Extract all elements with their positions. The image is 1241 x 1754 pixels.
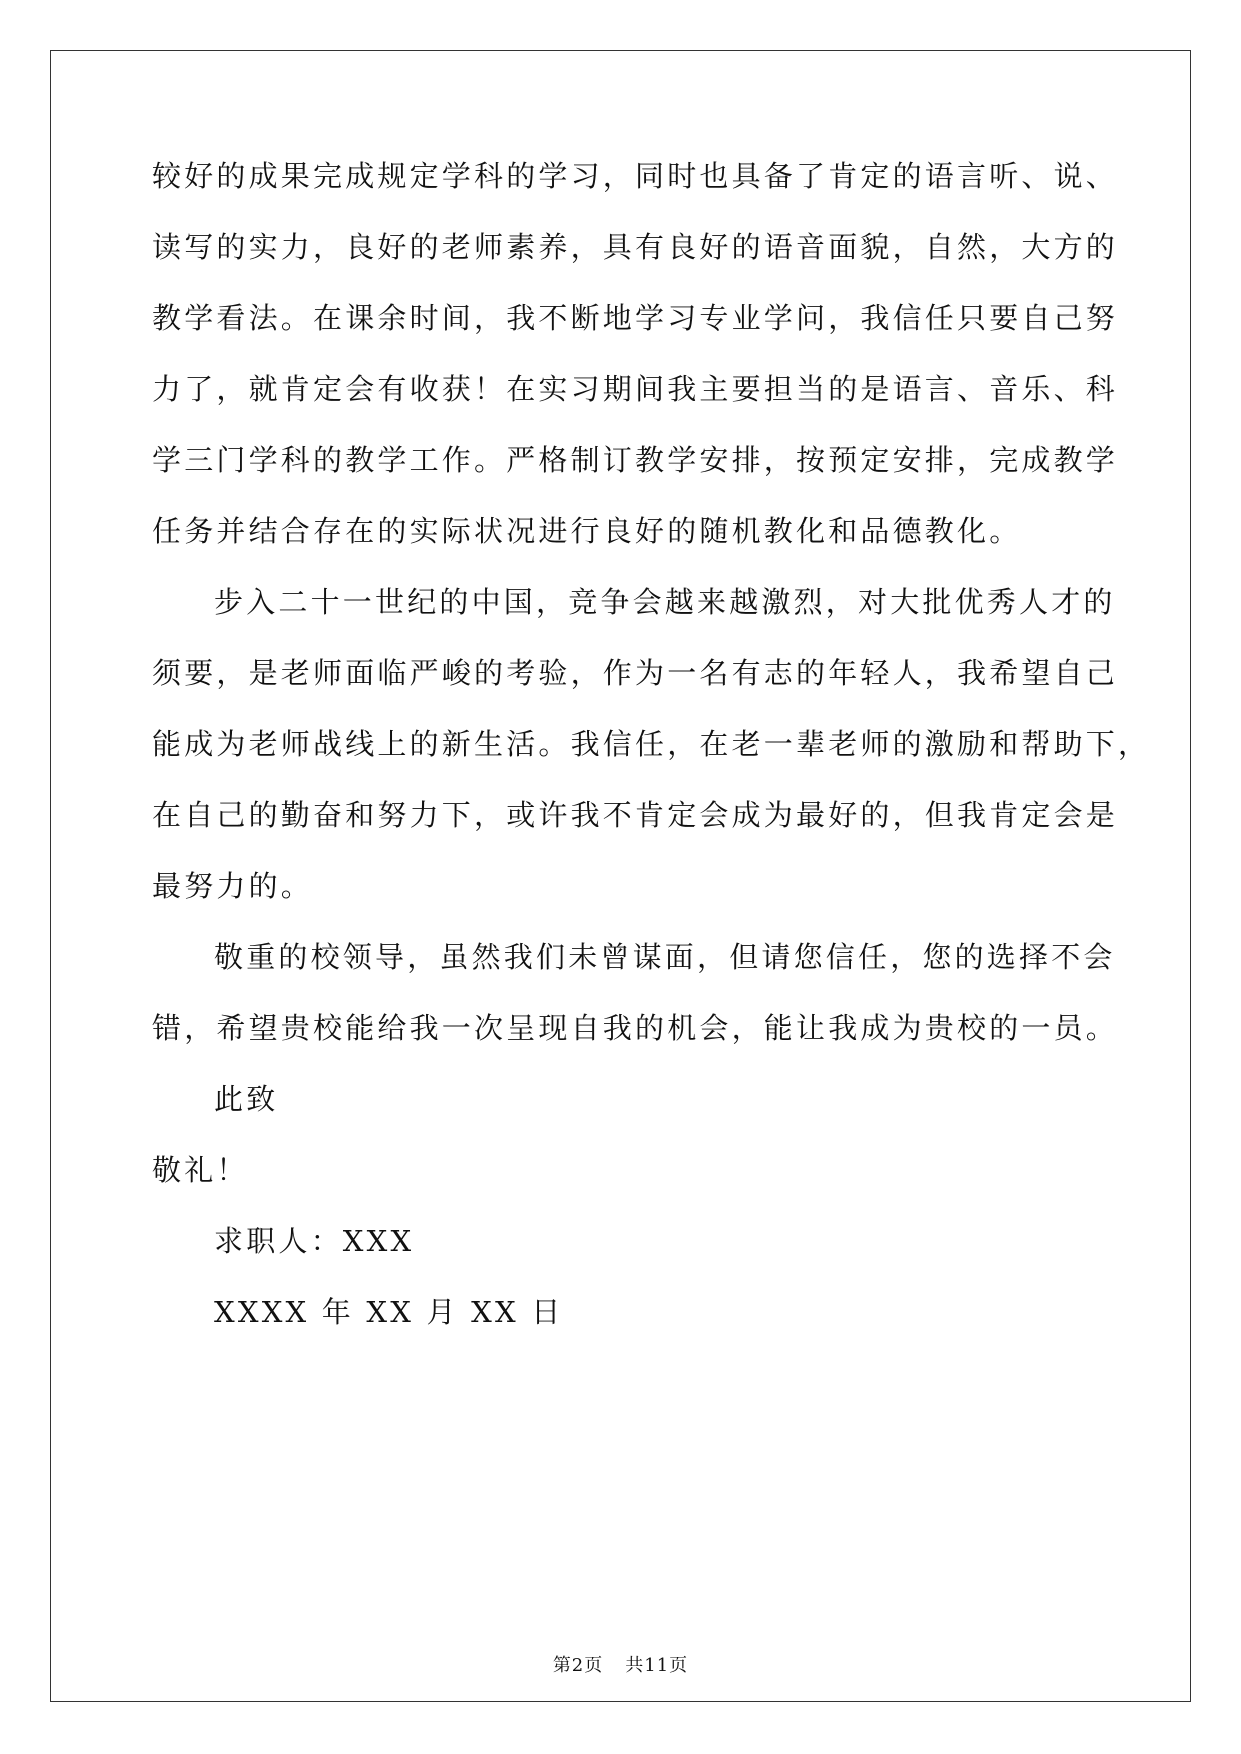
closing-regards: 敬礼！ <box>152 1153 249 1187</box>
closing-salutation: 此致 <box>214 1082 279 1116</box>
page-footer <box>0 1654 1241 1678</box>
body-line: 错，希望贵校能给我一次呈现自我的机会，能让我成为贵校的一员。 <box>152 1011 1119 1045</box>
body-line: 最努力的。 <box>152 869 314 903</box>
body-line: 任务并结合存在的实际状况进行良好的随机教化和品德教化。 <box>152 514 1022 548</box>
body-line: 读写的实力，良好的老师素养，具有良好的语音面貌，自然，大方的 <box>152 230 1119 264</box>
applicant-signature: 求职人：XXX <box>214 1224 415 1258</box>
body-line: 教学看法。在课余时间，我不断地学习专业学问，我信任只要自己努 <box>152 301 1119 335</box>
body-line: 能成为老师战线上的新生活。我信任，在老一辈老师的激励和帮助下， <box>152 727 1151 761</box>
body-line: 步入二十一世纪的中国，竞争会越来越激烈，对大批优秀人才的 <box>214 585 1116 619</box>
body-line: 须要，是老师面临严峻的考验，作为一名有志的年轻人，我希望自己 <box>152 656 1119 690</box>
body-line: 敬重的校领导，虽然我们未曾谋面，但请您信任，您的选择不会 <box>214 940 1116 974</box>
page-number: 第2页 <box>552 1655 604 1676</box>
body-line: 学三门学科的教学工作。严格制订教学安排，按预定安排，完成教学 <box>152 443 1119 477</box>
body-line: 较好的成果完成规定学科的学习，同时也具备了肯定的语言听、说、 <box>152 159 1119 193</box>
body-line: 在自己的勤奋和努力下，或许我不肯定会成为最好的，但我肯定会是 <box>152 798 1119 832</box>
letter-date: XXXX 年 XX 月 XX 日 <box>214 1295 564 1329</box>
body-line: 力了，就肯定会有收获！在实习期间我主要担当的是语言、音乐、科 <box>152 372 1119 406</box>
page-total: 共11页 <box>625 1655 689 1676</box>
